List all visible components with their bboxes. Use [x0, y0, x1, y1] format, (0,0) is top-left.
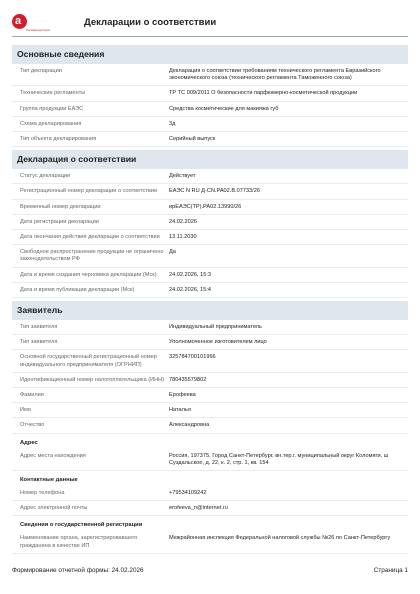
section-heading-declaration: Декларация о соответствии [12, 150, 408, 169]
field-row [12, 132, 408, 147]
field-value: Действует [169, 173, 196, 180]
field-value: Уполномоченное изготовителем лицо [169, 339, 267, 346]
field-label: Дата и время публикации декларации (Мск) [20, 286, 135, 293]
logo-letter: a [15, 15, 22, 27]
field-value: 24.02.2026, 15:3 [169, 271, 211, 278]
logo-subtext: Росаккредитация [26, 28, 51, 32]
field-label: Имя [20, 407, 31, 414]
field-value: erofeeva_n@internet.ru [169, 505, 228, 512]
field-label: Основной государственный регистрационный номер индивидуального предпринимателя (ОГРНИП) [20, 354, 157, 368]
field-label: Временный номер декларации [20, 203, 101, 210]
field-row [12, 215, 408, 230]
field-label: Идентификационный номер налогоплательщика (ИНН) [20, 376, 165, 383]
field-label: Тип заявителя [20, 324, 58, 331]
field-row [12, 449, 408, 471]
field-value: +79534109242 [169, 490, 207, 497]
field-row [12, 350, 408, 372]
field-label: Статус декларации [20, 173, 71, 180]
report-date: Формирование отчетной формы: 24.02.2026 [12, 567, 144, 574]
field-row [12, 268, 408, 283]
field-label: Регистрационный номер декларации о соответствии [20, 188, 158, 195]
section-heading-applicant: Заявитель [12, 301, 408, 320]
field-row [12, 418, 408, 433]
field-value: Межрайонная инспекция Федеральной налоговой службы №26 по Санкт-Петербургу [169, 535, 391, 542]
field-label: Свободное распространение продукции не ограничено законодательством РФ [20, 249, 164, 263]
field-row [12, 117, 408, 132]
field-row [12, 245, 408, 267]
section-heading-main-info: Основные сведения [12, 45, 408, 64]
field-label: Адрес места нахождения [20, 452, 86, 459]
document-title: Декларации о соответствии [84, 17, 217, 28]
field-row [12, 169, 408, 184]
field-label: Дата и время создания черновика декларации (Мск) [20, 271, 157, 278]
subheading-address: Адрес [20, 439, 38, 446]
field-label: Тип объекта декларирования [20, 136, 97, 143]
field-value: 24.02.2026 [169, 218, 197, 225]
field-label: Дата окончания действия декларации о соответствии [20, 234, 160, 241]
field-value: 24.02.2026, 15:4 [169, 286, 211, 293]
field-row [12, 320, 408, 335]
field-row [12, 373, 408, 388]
header-divider [12, 36, 408, 37]
page-number: Страница 1 [373, 567, 408, 574]
field-value: Индивидуальный предприниматель [169, 324, 262, 331]
field-row [12, 86, 408, 101]
field-row [12, 283, 408, 298]
field-label: Схема декларирования [20, 120, 82, 127]
field-row [12, 388, 408, 403]
field-value: Декларация о соответствии требованиям технического регламента Евразийского экономического союза (технического регламента Таможенного союза) [169, 68, 381, 82]
field-label: Отчество [20, 422, 45, 429]
field-row [12, 200, 408, 215]
field-row [12, 501, 408, 516]
field-label: Тип заявителя [20, 339, 58, 346]
field-value: 325784700101966 [169, 354, 216, 361]
field-value: ТР ТС 009/2011 О безопасности парфюмерно-косметической продукции [169, 90, 358, 97]
document-body [12, 42, 408, 554]
field-row [12, 486, 408, 501]
field-row [12, 403, 408, 418]
field-row [12, 531, 408, 553]
field-row [12, 335, 408, 350]
field-value: 13.11.2030 [169, 234, 197, 241]
field-label: Технические регламенты [20, 90, 86, 97]
field-label: Тип декларации [20, 68, 62, 74]
field-value: 3д [169, 120, 176, 127]
field-label: Наименование органа, зарегистрировавшего гражданина в качестве ИП [20, 535, 138, 549]
field-label: Дата регистрации декларации [20, 218, 99, 225]
field-value: Наталья [169, 407, 191, 414]
field-value: Средства косметические для макияжа губ [169, 105, 279, 112]
field-label: Номер телефона [20, 490, 65, 497]
field-label: Адрес электронной почты [20, 505, 88, 512]
page-header [0, 0, 420, 40]
field-value: Серийный выпуск [169, 136, 216, 143]
field-row [12, 230, 408, 245]
field-row [12, 102, 408, 117]
subheading-registration: Сведения о государственной регистрации [20, 522, 143, 529]
field-row [12, 184, 408, 199]
rosaccreditation-logo [12, 14, 51, 36]
field-value: Россия, 197375, Город Санкт-Петербург, вн.тер.г. муниципальный округ Коломяги, ш Суздальское, д. 22, к. 2, стр. 1, кв. 154 [169, 452, 389, 466]
field-value: ирЕАЭС(ТР).РА02.13990/26 [169, 203, 242, 210]
field-value: Да [169, 249, 176, 256]
field-row [12, 64, 408, 86]
field-value: Ерофеева [169, 392, 196, 399]
field-value: Александровна [169, 422, 210, 429]
field-value: ЕАЭС N RU Д-CN.РА02.В.07733/26 [169, 188, 260, 195]
field-label: Группа продукции ЕАЭС [20, 105, 84, 112]
field-label: Фамилия [20, 392, 44, 399]
field-value: 780435579802 [169, 376, 207, 383]
subheading-contacts: Контактные данные [20, 477, 78, 484]
page-footer [12, 567, 408, 577]
